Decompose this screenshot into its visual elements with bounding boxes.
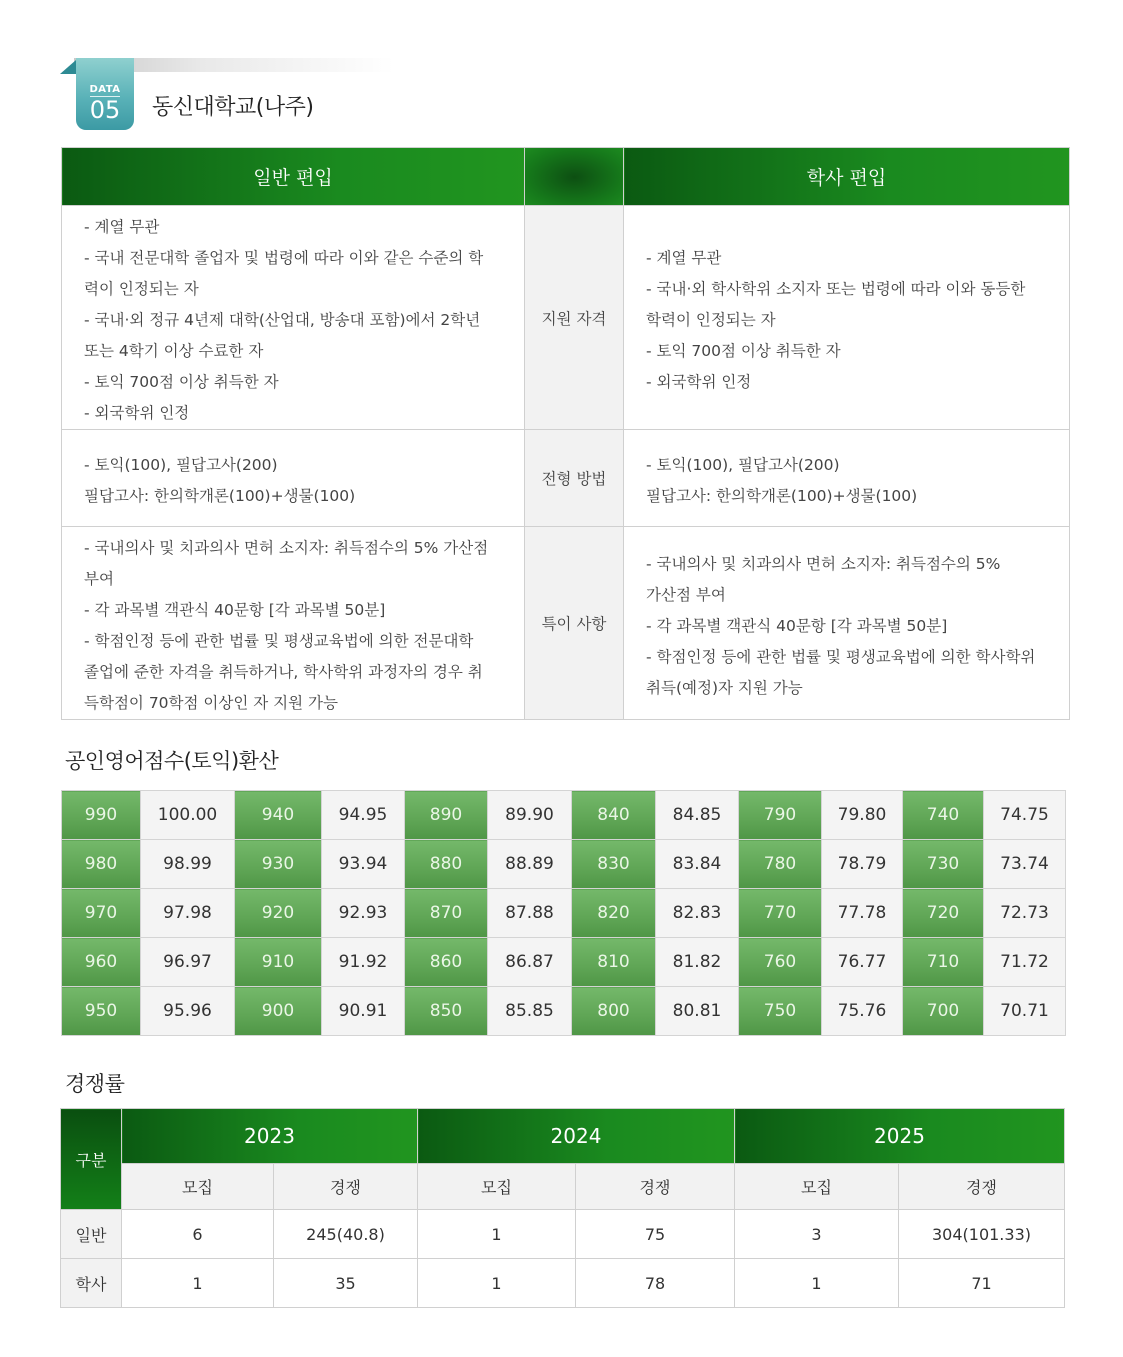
text-line: - 국내·외 학사학위 소지자 또는 법령에 따라 이와 동등한 xyxy=(646,280,1026,298)
converted-score: 77.78 xyxy=(822,889,903,938)
toeic-score: 790 xyxy=(739,791,822,840)
converted-score: 91.92 xyxy=(322,938,405,987)
toeic-score: 910 xyxy=(235,938,322,987)
toeic-score: 830 xyxy=(572,840,656,889)
general-cell xyxy=(62,430,525,527)
converted-score: 89.90 xyxy=(488,791,572,840)
toeic-score: 970 xyxy=(62,889,141,938)
text-line: 력이 인정되는 자 xyxy=(84,280,199,298)
sub-compete: 경쟁 xyxy=(274,1164,418,1210)
table-cell: 1 xyxy=(735,1259,899,1308)
year-2023: 2023 xyxy=(122,1109,418,1164)
converted-score: 82.83 xyxy=(656,889,739,938)
badge-fold xyxy=(60,60,76,74)
competition-title: 경쟁률 xyxy=(65,1072,125,1096)
converted-score: 70.71 xyxy=(984,987,1066,1036)
admission-header-row xyxy=(62,148,1070,206)
converted-score: 95.96 xyxy=(141,987,235,1036)
toeic-score: 950 xyxy=(62,987,141,1036)
text-line: - 학점인정 등에 관한 법률 및 평생교육법에 의한 전문대학 xyxy=(84,632,474,650)
converted-score: 93.94 xyxy=(322,840,405,889)
toeic-score: 700 xyxy=(903,987,984,1036)
text-line: - 학점인정 등에 관한 법률 및 평생교육법에 의한 학사학위 xyxy=(646,647,1036,666)
toeic-score: 960 xyxy=(62,938,141,987)
badge-number: 05 xyxy=(89,96,121,124)
converted-score: 74.75 xyxy=(984,791,1066,840)
admission-table xyxy=(61,147,1070,720)
badge-box xyxy=(76,58,134,130)
toeic-score: 850 xyxy=(405,987,488,1036)
general-cell xyxy=(62,206,525,430)
table-cell: 3 xyxy=(735,1210,899,1259)
converted-score: 86.87 xyxy=(488,938,572,987)
col-bachelor: 학사 편입 xyxy=(624,148,1070,206)
sub-recruit: 모집 xyxy=(122,1164,274,1210)
toeic-row xyxy=(62,889,1066,938)
row-label: 학사 xyxy=(61,1259,122,1308)
converted-score: 92.93 xyxy=(322,889,405,938)
toeic-score: 730 xyxy=(903,840,984,889)
converted-score: 78.79 xyxy=(822,840,903,889)
text-line: 또는 4학기 이상 수료한 자 xyxy=(84,342,264,360)
toeic-score: 710 xyxy=(903,938,984,987)
converted-score: 97.98 xyxy=(141,889,235,938)
toeic-score: 810 xyxy=(572,938,656,987)
converted-score: 100.00 xyxy=(141,791,235,840)
table-row xyxy=(61,1210,1065,1259)
bachelor-cell xyxy=(624,206,1070,430)
category-cell: 전형 방법 xyxy=(525,430,624,527)
toeic-row xyxy=(62,987,1066,1036)
text-line: - 계열 무관 xyxy=(84,218,160,236)
sub-compete: 경쟁 xyxy=(576,1164,735,1210)
converted-score: 71.72 xyxy=(984,938,1066,987)
sub-recruit: 모집 xyxy=(735,1164,899,1210)
text-line: - 외국학위 인정 xyxy=(84,404,190,422)
converted-score: 87.88 xyxy=(488,889,572,938)
table-cell: 1 xyxy=(122,1259,274,1308)
toeic-score: 980 xyxy=(62,840,141,889)
converted-score: 88.89 xyxy=(488,840,572,889)
text-line: - 토익 700점 이상 취득한 자 xyxy=(646,342,841,360)
text-line: - 국내의사 및 치과의사 면허 소지자: 취득점수의 5% 가산점 xyxy=(84,539,489,557)
year-2024: 2024 xyxy=(418,1109,735,1164)
converted-score: 76.77 xyxy=(822,938,903,987)
competition-table xyxy=(60,1108,1065,1308)
toeic-score: 860 xyxy=(405,938,488,987)
converted-score: 81.82 xyxy=(656,938,739,987)
table-cell: 1 xyxy=(418,1210,576,1259)
toeic-score: 740 xyxy=(903,791,984,840)
table-cell: 71 xyxy=(899,1259,1065,1308)
text-line: 필답고사: 한의학개론(100)+생물(100) xyxy=(646,487,918,505)
table-row xyxy=(61,1259,1065,1308)
text-line: 학력이 인정되는 자 xyxy=(646,311,776,329)
toeic-score: 720 xyxy=(903,889,984,938)
sub-recruit: 모집 xyxy=(418,1164,576,1210)
converted-score: 75.76 xyxy=(822,987,903,1036)
text-line: - 계열 무관 xyxy=(646,249,722,267)
table-cell: 75 xyxy=(576,1210,735,1259)
text-line: 부여 xyxy=(84,570,114,588)
admission-row-notes xyxy=(62,527,1070,720)
bachelor-cell xyxy=(624,430,1070,527)
text-line: 취득(예정)자 지원 가능 xyxy=(646,678,803,697)
toeic-table xyxy=(61,790,1066,1036)
table-cell: 304(101.33) xyxy=(899,1210,1065,1259)
page-title: 동신대학교(나주) xyxy=(152,95,314,120)
col-general: 일반 편입 xyxy=(62,148,525,206)
sub-header-row xyxy=(61,1164,1065,1210)
toeic-score: 770 xyxy=(739,889,822,938)
toeic-score: 880 xyxy=(405,840,488,889)
text-line: - 각 과목별 객관식 40문항 [각 과목별 50분] xyxy=(646,616,948,635)
admission-row-eligibility xyxy=(62,206,1070,430)
general-cell xyxy=(62,527,525,720)
converted-score: 72.73 xyxy=(984,889,1066,938)
data-badge xyxy=(60,58,140,132)
sub-compete: 경쟁 xyxy=(899,1164,1065,1210)
converted-score: 90.91 xyxy=(322,987,405,1036)
converted-score: 96.97 xyxy=(141,938,235,987)
toeic-score: 990 xyxy=(62,791,141,840)
text-line: - 국내·외 정규 4년제 대학(산업대, 방송대 포함)에서 2학년 xyxy=(84,311,481,329)
col-category xyxy=(525,148,624,206)
text-line: 졸업에 준한 자격을 취득하거나, 학사학위 과정자의 경우 취 xyxy=(84,663,483,681)
toeic-score: 760 xyxy=(739,938,822,987)
toeic-score: 800 xyxy=(572,987,656,1036)
year-row xyxy=(61,1109,1065,1164)
text-line: - 외국학위 인정 xyxy=(646,373,752,391)
converted-score: 73.74 xyxy=(984,840,1066,889)
toeic-score: 940 xyxy=(235,791,322,840)
year-2025: 2025 xyxy=(735,1109,1065,1164)
text-line: 가산점 부여 xyxy=(646,585,726,604)
toeic-score: 930 xyxy=(235,840,322,889)
text-line: - 토익 700점 이상 취득한 자 xyxy=(84,373,279,391)
text-line: - 토익(100), 필답고사(200) xyxy=(646,456,840,474)
admission-row-method xyxy=(62,430,1070,527)
converted-score: 80.81 xyxy=(656,987,739,1036)
converted-score: 94.95 xyxy=(322,791,405,840)
toeic-score: 890 xyxy=(405,791,488,840)
bachelor-cell xyxy=(624,527,1070,720)
converted-score: 83.84 xyxy=(656,840,739,889)
toeic-score: 900 xyxy=(235,987,322,1036)
converted-score: 98.99 xyxy=(141,840,235,889)
gubun-header: 구분 xyxy=(61,1109,122,1210)
category-cell: 특이 사항 xyxy=(525,527,624,720)
toeic-title: 공인영어점수(토익)환산 xyxy=(65,749,279,773)
table-cell: 1 xyxy=(418,1259,576,1308)
text-line: - 각 과목별 객관식 40문항 [각 과목별 50분] xyxy=(84,601,386,619)
row-label: 일반 xyxy=(61,1210,122,1259)
toeic-score: 920 xyxy=(235,889,322,938)
table-cell: 78 xyxy=(576,1259,735,1308)
converted-score: 84.85 xyxy=(656,791,739,840)
table-cell: 35 xyxy=(274,1259,418,1308)
converted-score: 79.80 xyxy=(822,791,903,840)
toeic-row xyxy=(62,938,1066,987)
text-line: - 국내의사 및 치과의사 면허 소지자: 취득점수의 5% xyxy=(646,554,1001,573)
text-line: - 국내 전문대학 졸업자 및 법령에 따라 이와 같은 수준의 학 xyxy=(84,249,484,267)
text-line: 필답고사: 한의학개론(100)+생물(100) xyxy=(84,487,356,505)
toeic-row xyxy=(62,840,1066,889)
table-cell: 245(40.8) xyxy=(274,1210,418,1259)
badge-label: DATA xyxy=(89,84,121,95)
toeic-score: 840 xyxy=(572,791,656,840)
toeic-score: 870 xyxy=(405,889,488,938)
toeic-score: 750 xyxy=(739,987,822,1036)
table-cell: 6 xyxy=(122,1210,274,1259)
toeic-score: 780 xyxy=(739,840,822,889)
category-cell: 지원 자격 xyxy=(525,206,624,430)
toeic-score: 820 xyxy=(572,889,656,938)
toeic-row xyxy=(62,791,1066,840)
converted-score: 85.85 xyxy=(488,987,572,1036)
text-line: 득학점이 70학점 이상인 자 지원 가능 xyxy=(84,694,338,712)
text-line: - 토익(100), 필답고사(200) xyxy=(84,456,278,474)
